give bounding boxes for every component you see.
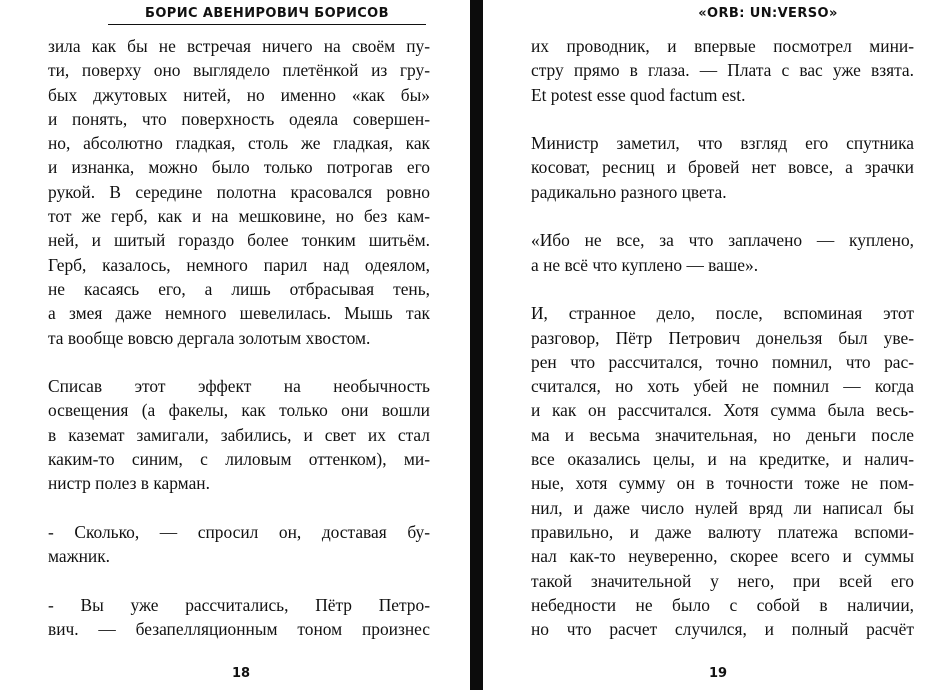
text-line: косоват, ресниц и бровей нет вовсе, а зрачки (531, 157, 914, 178)
text-line: не касаясь его, а лишь отбрасывая тень, (48, 278, 430, 299)
text-line: ма и весьма значительная, но деньги после (531, 424, 914, 445)
right-page-text (531, 34, 914, 641)
text-line: освещения (а факелы, как только они вошли (48, 400, 430, 421)
text-line: тот же герб, как и на мешковине, но без кам- (48, 206, 430, 227)
running-header-title: «ORB: UN:VERSO» (698, 6, 838, 21)
text-line: нал как-то неуверенно, скорее всего и суммы (531, 546, 914, 567)
running-header-author: БОРИС АВЕНИРОВИЧ БОРИСОВ (145, 6, 389, 21)
text-line: ти, поверху оно выглядело плетёнкой из гру- (48, 60, 430, 81)
page-number-right: 19 (709, 666, 728, 681)
text-line: и изнанка, можно было только потрогав его (48, 157, 430, 178)
text-line: стру прямо в глаза. — Плата с вас уже взята. (531, 60, 914, 81)
text-line: нил, и даже число нулей вряд ли написал бы (531, 497, 914, 518)
text-line: правильно, и даже валюту платежа вспоми- (531, 521, 914, 542)
text-line: И, странное дело, после, вспоминая этот (531, 303, 914, 324)
text-line: и понять, что поверхность одеяла совершен- (48, 108, 430, 129)
text-line: Министр заметил, что взгляд его спутника (531, 133, 914, 154)
text-line: радикально разного цвета. (531, 181, 727, 202)
left-page (0, 0, 470, 690)
text-line: Списав этот эффект на необычность (48, 376, 430, 397)
text-line: - Сколько, — спросил он, доставая бу- (48, 521, 430, 542)
header-rule (108, 24, 426, 25)
page-number-left: 18 (232, 666, 251, 681)
book-gutter (470, 0, 483, 690)
text-line: Герб, казалось, немного парил над одеялом, (48, 254, 430, 275)
text-line: мажник. (48, 546, 111, 567)
text-line: - Вы уже рассчитались, Пётр Петро- (48, 594, 430, 615)
paragraph-gap (531, 107, 914, 131)
text-line: в каземат замигали, забились, и свет их стал (48, 424, 430, 445)
text-line: все оказались целы, и на кредитке, и налич- (531, 449, 914, 470)
text-line: та вообще вовсю дергала золотым хвостом. (48, 327, 371, 348)
text-line: рукой. В середине полотна красовался ровно (48, 181, 430, 202)
text-line: и как он рассчитался. Хотя сумма была весь- (531, 400, 914, 421)
text-line: «Ибо не все, за что заплачено — куплено, (531, 230, 914, 251)
text-line: зила как бы не встречая ничего на своём пу- (48, 36, 430, 56)
text-line: разговор, Пётр Петрович донельзя был уве- (531, 327, 914, 348)
text-line: такой значительной у него, при всей его (531, 570, 914, 591)
paragraph-gap (48, 350, 430, 374)
paragraph-gap (531, 204, 914, 228)
paragraph-gap (48, 569, 430, 593)
text-line: а змея даже немного шевелилась. Мышь так (48, 303, 430, 324)
text-line: нистр полез в карман. (48, 473, 210, 494)
text-line: небедности не было с собой в наличии, (531, 594, 914, 615)
text-line: но что расчет случился, и полный расчёт (531, 619, 914, 640)
left-page-text (48, 34, 430, 641)
text-line: но, абсолютно гладкая, столь же гладкая, как (48, 133, 430, 154)
text-line: ней, и шитый гораздо более тонким шитьём. (48, 230, 430, 251)
text-line: их проводник, и впервые посмотрел мини- (531, 36, 914, 56)
text-line: рен что рассчитался, точно помнил, что рас- (531, 351, 914, 372)
text-line: бых джутовых нитей, но именно «как бы» (48, 84, 430, 105)
text-line: Et potest esse quod factum est. (531, 84, 746, 105)
paragraph-gap (531, 277, 914, 301)
text-line: каким-то синим, с лиловым оттенком), ми- (48, 449, 430, 470)
text-line: считался, но хоть убей не помнил — когда (531, 376, 914, 397)
text-line: ные, хотя сумму он в точности тоже не пом- (531, 473, 914, 494)
text-line: вич. — безапелляционным тоном произнес (48, 619, 430, 640)
paragraph-gap (48, 496, 430, 520)
right-page (483, 0, 949, 690)
text-line: а не всё что куплено — ваше». (531, 254, 759, 275)
